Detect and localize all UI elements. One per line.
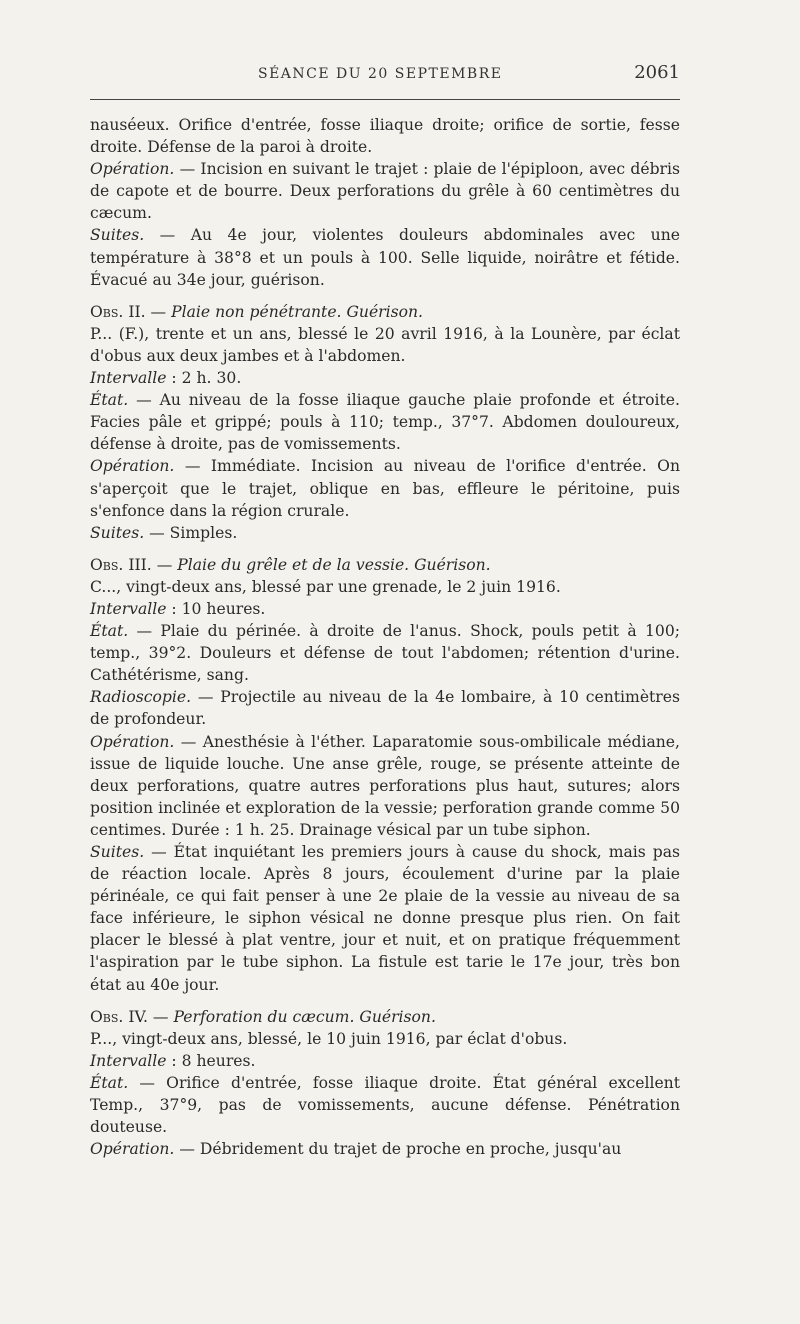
paragraph-lead: État. (90, 622, 129, 641)
paragraph-text: — Au 4e jour, violentes douleurs abdominales avec une température à 38°8 et un pouls à 100. Selle liquide, noirâtre et fétide. Évacué au 34e jour, guérison. (90, 226, 680, 289)
paragraph-text: P..., vingt-deux ans, blessé, le 10 juin 1916, par éclat d'obus. (90, 1029, 568, 1048)
paragraph-lead: Opération. (90, 160, 175, 179)
observation-label: Obs. II. — (90, 302, 167, 321)
paragraph (90, 323, 680, 367)
observation-heading (90, 1006, 680, 1028)
paragraph-lead: Opération. (90, 732, 175, 751)
paragraph-text: — Incision en suivant le trajet : plaie de l'épiploon, avec débris de capote et de bourre. Deux perforations du grêle à 60 centimètres du cæcum. (90, 160, 680, 223)
observation-title: Plaie du grêle et de la vessie. Guérison. (177, 555, 491, 574)
paragraph-lead: Intervalle (90, 599, 167, 618)
paragraph-text: — Plaie du périnée. à droite de l'anus. Shock, pouls petit à 100; temp., 39°2. Douleurs et défense de tout l'abdomen; rétention d'urine. Cathétérisme, sang. (90, 622, 680, 685)
paragraph-lead: Suites. (90, 523, 145, 542)
header-rule (90, 99, 680, 100)
paragraph-lead: Intervalle (90, 1051, 167, 1070)
paragraph-lead: État. (90, 1073, 129, 1092)
paragraph-lead: État. (90, 391, 129, 410)
paragraph (90, 1050, 680, 1072)
paragraph-text: : 8 heures. (166, 1051, 256, 1070)
paragraph-text: — Au niveau de la fosse iliaque gauche plaie profonde et étroite. Facies pâle et grippé; pouls à 110; temp., 37°7. Abdomen douloureux, défense à droite, pas de vomissements. (90, 391, 680, 454)
paragraph (90, 455, 680, 521)
paragraph (90, 224, 680, 290)
paragraph (90, 114, 680, 158)
paragraph (90, 1072, 680, 1138)
observation-title: Plaie non pénétrante. Guérison. (171, 302, 424, 321)
paragraph (90, 731, 680, 841)
running-title: SÉANCE DU 20 SEPTEMBRE (258, 66, 503, 82)
paragraph (90, 686, 680, 730)
paragraph (90, 367, 680, 389)
paragraph-text: — État inquiétant les premiers jours à cause du shock, mais pas de réaction locale. Après 8 jours, écoulement d'urine par la plaie périnéale, ce qui fait penser à une 2e plaie de la vessie au niveau de sa face inférieure, le siphon vésical ne donne presque plus rien. On fait placer le blessé à plat ventre, jour et nuit, et on pratique fréquemment l'aspiration par le tube siphon. La fistule est tarie le 17e jour, très bon état au 40e jour. (90, 843, 680, 994)
paragraph-lead: Intervalle (90, 369, 167, 388)
paragraph (90, 522, 680, 544)
paragraph (90, 598, 680, 620)
paragraph-text: — Débridement du trajet de proche en proche, jusqu'au (174, 1140, 622, 1159)
page-header (0, 60, 800, 90)
paragraph-text: nauséeux. Orifice d'entrée, fosse iliaque droite; orifice de sortie, fesse droite. Défense de la paroi à droite. (90, 116, 680, 157)
paragraph (90, 620, 680, 686)
paragraph-text: — Immédiate. Incision au niveau de l'orifice d'entrée. On s'aperçoit que le trajet, oblique en bas, effleure le péritoine, puis s'enfonce dans la région crurale. (90, 457, 680, 520)
paragraph-lead: Suites. (90, 226, 145, 245)
paragraph-text: C..., vingt-deux ans, blessé par une grenade, le 2 juin 1916. (90, 577, 561, 596)
observation-title: Perforation du cæcum. Guérison. (173, 1007, 436, 1026)
paragraph (90, 158, 680, 224)
paragraph-lead: Opération. (90, 1140, 175, 1159)
paragraph-text: — Orifice d'entrée, fosse iliaque droite. État général excellent Temp., 37°9, pas de vomissements, aucune défense. Pénétration douteuse. (90, 1073, 680, 1137)
paragraph-text: : 10 heures. (166, 599, 266, 618)
paragraph-lead: Radioscopie. (90, 688, 192, 707)
paragraph-text: — Anesthésie à l'éther. Laparatomie sous-ombilicale médiane, issue de liquide louche. Une anse grêle, rouge, se présente atteinte de deux perforations, quatre autres perforations plus haut, sutures; alors position inclinée et exploration de la vessie; perforation grande comme 50 centimes. Durée : 1 h. 25. Drainage vésical par un tube siphon. (90, 732, 680, 839)
paragraph-text: — Simples. (144, 523, 238, 542)
paragraph-text: — Projectile au niveau de la 4e lombaire, à 10 centimètres de profondeur. (90, 688, 680, 729)
paragraph-lead: Suites. (90, 843, 145, 861)
paragraph-text: P... (F.), trente et un ans, blessé le 20 avril 1916, à la Lounère, par éclat d'obus aux deux jambes et à l'abdomen. (90, 324, 680, 365)
paragraph (90, 841, 680, 996)
paragraph-text: : 2 h. 30. (166, 369, 242, 388)
observation-heading (90, 301, 680, 323)
observation-heading (90, 554, 680, 576)
paragraph-lead: Opération. (90, 457, 175, 476)
paragraph (90, 1028, 680, 1050)
observation-label: Obs. III. — (90, 555, 173, 574)
paragraph (90, 389, 680, 455)
paragraph (90, 576, 680, 598)
page-number: 2061 (634, 62, 680, 83)
observation-label: Obs. IV. — (90, 1007, 169, 1026)
paragraph (90, 1138, 680, 1160)
document-body (90, 114, 680, 1160)
